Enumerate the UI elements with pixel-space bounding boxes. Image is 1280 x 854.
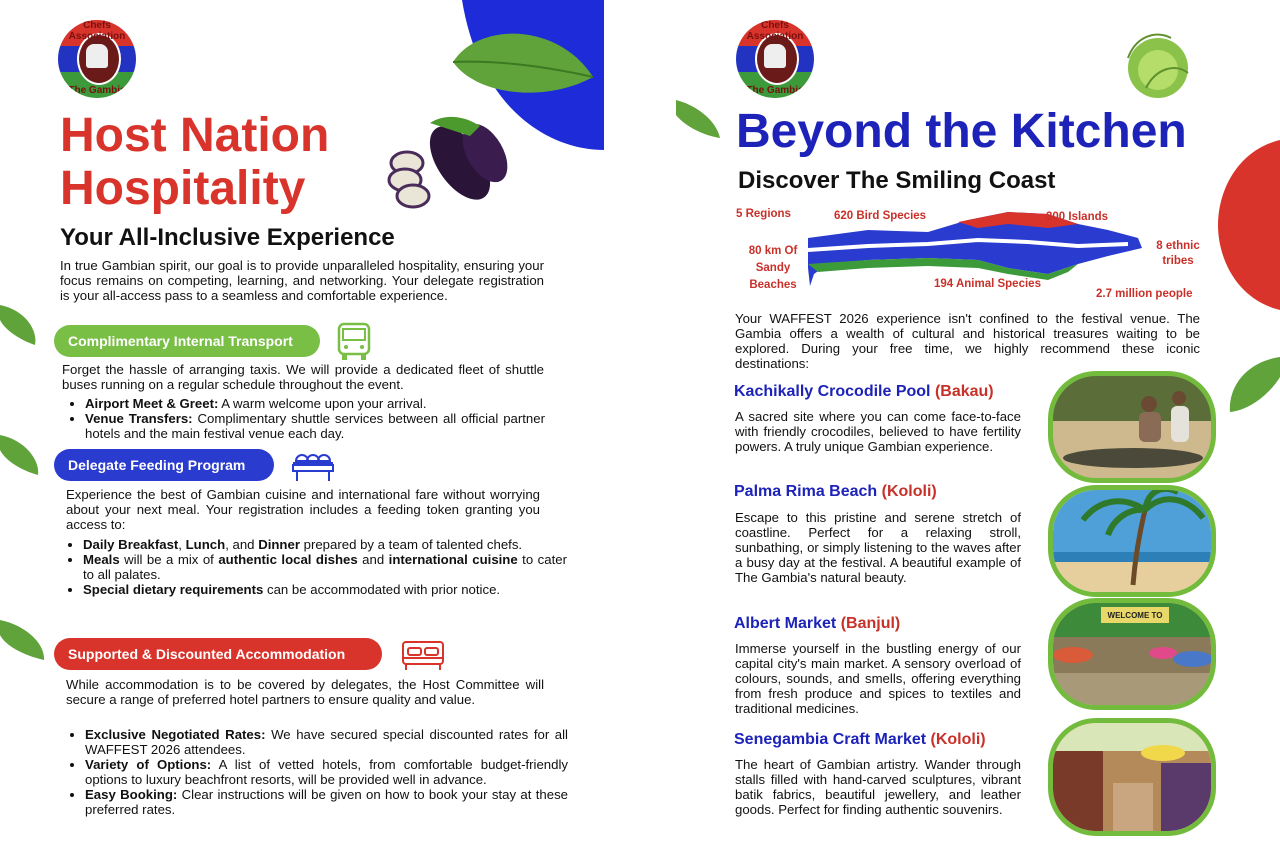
stat-beaches-line2: Sandy bbox=[755, 262, 791, 274]
accommodation-paragraph: While accommodation is to be covered by delegates, the Host Committee will secure a range of preferred hotel partners to ensure quality and value. bbox=[66, 677, 544, 707]
destination-description: The heart of Gambian artistry. Wander through stalls filled with hand-carved sculptures, vibrant batik fabrics, beautiful jewellery, and leather goods. Perfect for finding authentic souvenirs. bbox=[735, 757, 1021, 817]
buffet-icon bbox=[290, 447, 336, 483]
section-pill-feeding: Delegate Feeding Program bbox=[54, 449, 274, 481]
destination-description: A sacred site where you can come face-to-face with friendly crocodiles, believed to have fertility powers. A truly unique Gambian experience. bbox=[735, 409, 1021, 454]
destination-description: Immerse yourself in the bustling energy of our capital city's main market. A sensory overload of colours, sounds, and smells, offering everything from fresh produce and spices to textiles and traditional medicines. bbox=[735, 641, 1021, 716]
list-item: • Airport Meet & Greet: A warm welcome upon your arrival. bbox=[85, 396, 545, 411]
crocodile-pool-photo bbox=[1048, 371, 1216, 483]
list-item: • Variety of Options: A list of vetted hotels, from comfortable budget-friendly options to luxury beachfront resorts, will be provided well in advance. bbox=[85, 757, 568, 787]
logo-bottom-text: The Gambia bbox=[68, 85, 126, 96]
logo-top-text: Chefs Association bbox=[68, 20, 126, 42]
stat-tribes-line1: 8 ethnic bbox=[1156, 240, 1200, 252]
intro-paragraph: In true Gambian spirit, our goal is to provide unparalleled hospitality, ensuring your focus remains on competing, learning, and networking. Your delegate registration is your all-access pass to a seamless and comfortable experience. bbox=[60, 258, 544, 303]
page-title: Beyond the Kitchen bbox=[736, 105, 1187, 158]
bus-icon bbox=[336, 322, 372, 362]
destination-description: Escape to this pristine and serene stretch of coastline. Perfect for a relaxing stroll, sunbathing, or simply listening to the waves after a busy day at the festival. A beautiful example of The Gambia's natural beauty. bbox=[735, 510, 1021, 585]
page-subtitle: Your All-Inclusive Experience bbox=[60, 224, 395, 251]
craft-market-photo bbox=[1048, 718, 1216, 836]
market-photo bbox=[1048, 598, 1216, 710]
chefs-association-logo bbox=[736, 20, 814, 98]
destination-title: Palma Rima Beach (Kololi) bbox=[734, 483, 937, 500]
chefs-association-logo bbox=[58, 20, 136, 98]
leaf-icon bbox=[676, 100, 722, 140]
page-subtitle: Discover The Smiling Coast bbox=[738, 167, 1056, 194]
left-page bbox=[0, 0, 604, 854]
leaf-icon bbox=[0, 300, 40, 350]
stat-islands: 300 Islands bbox=[1046, 211, 1109, 223]
destination-title: Albert Market (Banjul) bbox=[734, 615, 901, 632]
leaf-icon bbox=[0, 430, 42, 480]
list-item: • Special dietary requirements can be accommodated with prior notice. bbox=[83, 582, 567, 597]
bed-icon bbox=[400, 640, 446, 672]
leaf-icon bbox=[0, 615, 48, 665]
market-sign-text: WELCOME TO bbox=[1107, 611, 1163, 620]
stat-beaches-line3: Beaches bbox=[749, 279, 797, 291]
stat-animals: 194 Animal Species bbox=[934, 278, 1041, 290]
red-circle-shape bbox=[1218, 140, 1280, 310]
list-item: • Venue Transfers: Complimentary shuttle services between all official partner hotels and the main festival venue each day. bbox=[85, 411, 545, 441]
beach-photo bbox=[1048, 485, 1216, 597]
feeding-list bbox=[61, 537, 567, 597]
list-item: • Easy Booking: Clear instructions will be given on how to book your stay at these preferred rates. bbox=[85, 787, 568, 817]
section-pill-accommodation: Supported & Discounted Accommodation bbox=[54, 638, 382, 670]
intro-paragraph: Your WAFFEST 2026 experience isn't confined to the festival venue. The Gambia offers a wealth of cultural and historical treasures waiting to be explored. During your free time, we highly recommend these iconic destinations: bbox=[735, 311, 1200, 371]
accommodation-list bbox=[63, 727, 568, 817]
transport-paragraph: Forget the hassle of arranging taxis. We will provide a dedicated fleet of shuttle buses running on a regular schedule throughout the event. bbox=[62, 362, 544, 392]
stat-birds: 620 Bird Species bbox=[834, 210, 927, 222]
eggplant-icon bbox=[385, 108, 515, 210]
transport-list bbox=[63, 396, 545, 441]
logo-bottom-text: The Gambia bbox=[746, 85, 804, 96]
leaf-icon bbox=[1226, 352, 1280, 422]
destination-title: Senegambia Craft Market (Kololi) bbox=[734, 731, 986, 748]
logo-top-text: Chefs Association bbox=[746, 20, 804, 42]
page-title-line2: Hospitality bbox=[60, 162, 306, 215]
stat-regions: 5 Regions bbox=[736, 208, 791, 220]
list-item: • Exclusive Negotiated Rates: We have secured special discounted rates for all WAFFEST 2026 attendees. bbox=[85, 727, 568, 757]
stat-tribes-line2: tribes bbox=[1162, 255, 1194, 267]
cabbage-icon bbox=[1116, 28, 1200, 102]
feeding-paragraph: Experience the best of Gambian cuisine and international fare without worrying about your next meal. Your registration includes a feeding token granting you access to: bbox=[66, 487, 540, 532]
stat-beaches-line1: 80 km Of bbox=[748, 245, 798, 257]
right-page bbox=[676, 0, 1280, 854]
leaf-icon bbox=[448, 22, 598, 102]
destination-title: Kachikally Crocodile Pool (Bakau) bbox=[734, 383, 994, 400]
stat-population: 2.7 million people bbox=[1096, 288, 1193, 300]
list-item: • Meals will be a mix of authentic local dishes and international cuisine to cater to all palates. bbox=[83, 552, 567, 582]
page-title-line1: Host Nation bbox=[60, 109, 330, 162]
page-gap bbox=[604, 0, 676, 854]
section-pill-transport: Complimentary Internal Transport bbox=[54, 325, 320, 357]
list-item: • Daily Breakfast, Lunch, and Dinner prepared by a team of talented chefs. bbox=[83, 537, 567, 552]
